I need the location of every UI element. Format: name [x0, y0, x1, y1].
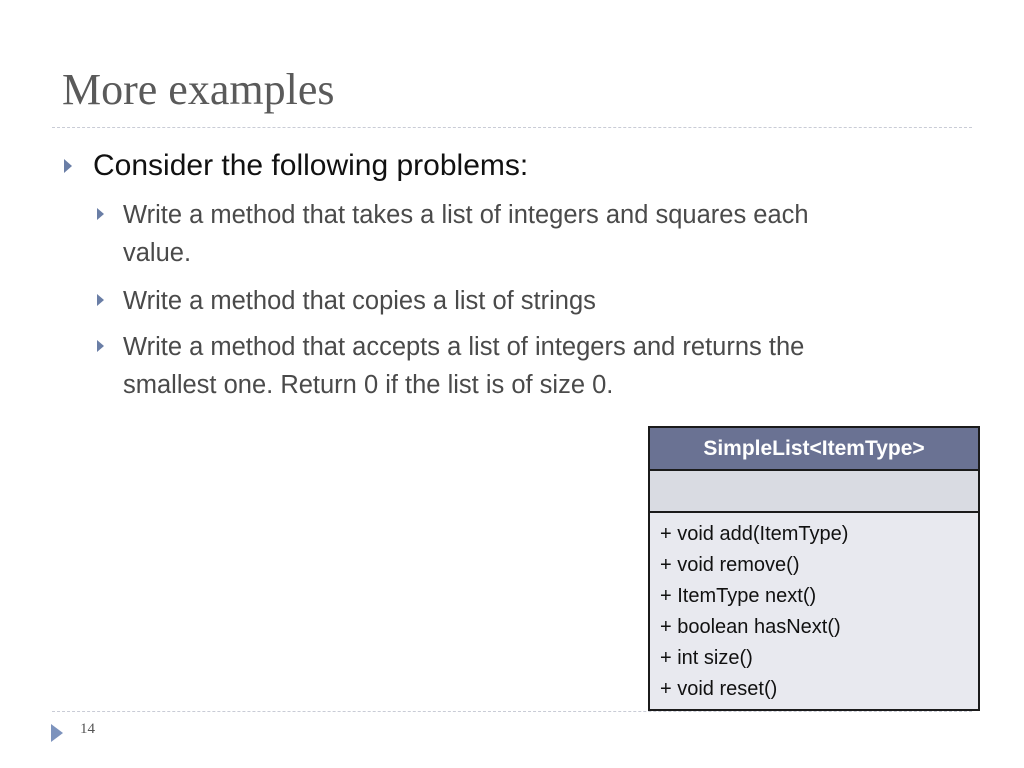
- sub-bullet-1-line2: value.: [123, 239, 192, 267]
- uml-class-name: SimpleList<ItemType>: [650, 428, 978, 471]
- sub-bullet-1-line1: Write a method that takes a list of integers and squares each: [123, 201, 809, 229]
- sub-bullet-arrow-icon: [97, 294, 104, 306]
- uml-method: + int size(): [660, 647, 753, 669]
- sub-bullet-1: [123, 196, 963, 272]
- footer-divider: [52, 711, 972, 712]
- uml-method: + void reset(): [660, 678, 778, 700]
- uml-method: + void add(ItemType): [660, 523, 849, 545]
- sub-bullet-arrow-icon: [97, 208, 104, 220]
- uml-attributes-section: [650, 471, 978, 513]
- uml-method: + void remove(): [660, 554, 800, 576]
- bullet-arrow-icon: [64, 159, 72, 173]
- sub-bullet-3-line2: smallest one. Return 0 if the list is of size 0.: [123, 371, 614, 399]
- footer-arrow-icon: [51, 724, 63, 742]
- sub-bullet-2-line1: Write a method that copies a list of strings: [123, 287, 596, 315]
- page-number: 14: [80, 721, 95, 737]
- sub-bullet-3-line1: Write a method that accepts a list of integers and returns the: [123, 333, 805, 361]
- uml-methods-section: [650, 513, 978, 709]
- title-divider: [52, 127, 972, 128]
- sub-bullet-arrow-icon: [97, 340, 104, 352]
- sub-bullet-2: [123, 282, 963, 320]
- uml-method: + ItemType next(): [660, 585, 817, 607]
- uml-class-diagram: [648, 426, 980, 711]
- slide-title: More examples: [62, 65, 335, 114]
- main-bullet: Consider the following problems:: [93, 149, 529, 182]
- sub-bullet-3: [123, 328, 963, 404]
- uml-method: + boolean hasNext(): [660, 616, 841, 638]
